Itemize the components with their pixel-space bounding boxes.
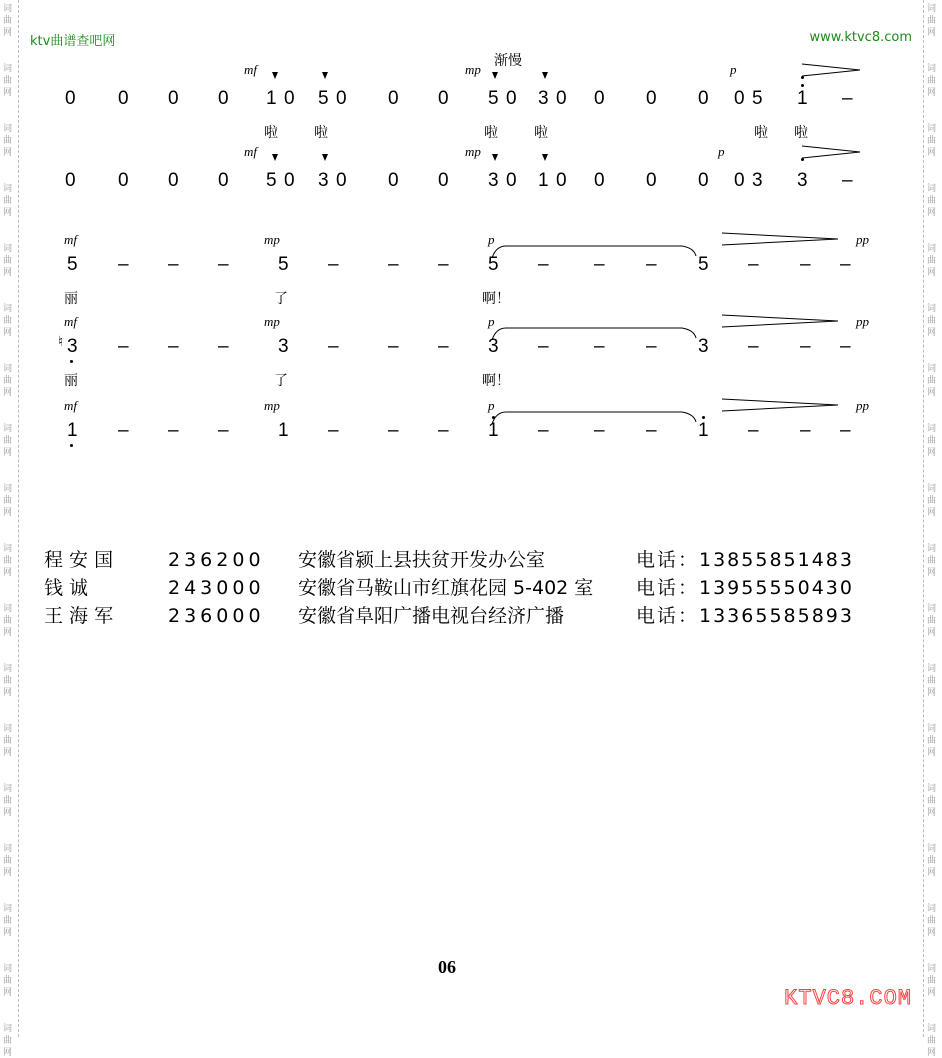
watermark-char: 词 — [3, 664, 13, 674]
dash: – — [538, 420, 549, 441]
watermark-char: 曲 — [3, 796, 13, 806]
watermark-char: 网 — [3, 748, 13, 758]
watermark-char: 网 — [3, 208, 13, 218]
contact-postcode: 236200 — [168, 549, 265, 571]
staccato-mark — [322, 72, 328, 79]
note: 3 — [797, 170, 808, 191]
watermark-char: 词 — [927, 64, 937, 74]
watermark-char: 曲 — [927, 436, 937, 446]
note: 1 — [538, 170, 549, 191]
watermark-char: 网 — [927, 868, 937, 878]
watermark-char: 网 — [927, 148, 937, 158]
dash: – — [646, 254, 657, 275]
watermark-char: 词 — [3, 604, 13, 614]
dash: – — [438, 420, 449, 441]
watermark-char: 曲 — [3, 916, 13, 926]
watermark-char: 曲 — [927, 256, 937, 266]
dash: – — [646, 420, 657, 441]
dynamic-mp: mp — [264, 314, 280, 329]
note: 0 — [506, 170, 517, 191]
contact-phone: 电话：13855851483 — [636, 549, 854, 571]
watermark-char: 网 — [927, 988, 937, 998]
note: 0 — [698, 88, 709, 109]
watermark-char: 网 — [927, 328, 937, 338]
note: 5 — [278, 254, 289, 275]
dynamic-p: p — [488, 232, 495, 247]
dash: – — [748, 254, 759, 275]
note: 5 — [318, 88, 329, 109]
dynamic-p: p — [730, 62, 737, 77]
watermark-char: 词 — [3, 964, 13, 974]
watermark-char: 曲 — [927, 616, 937, 626]
decrescendo-hairpin — [720, 230, 850, 250]
tie-slur — [490, 244, 710, 260]
contact-name: 程 安 国 — [44, 549, 114, 571]
lyric-la: 啦 — [534, 125, 548, 141]
lyric-li: 丽 — [64, 291, 78, 307]
dash: – — [388, 420, 399, 441]
watermark-char: 网 — [3, 508, 13, 518]
watermark-char: 词 — [927, 484, 937, 494]
note: 0 — [336, 170, 347, 191]
contact-name: 钱 诚 — [44, 577, 89, 599]
watermark-char: 词 — [927, 964, 937, 974]
watermark-char: 网 — [927, 568, 937, 578]
watermark-char: 网 — [927, 28, 937, 38]
note: 5 — [67, 254, 78, 275]
note: 5 — [488, 88, 499, 109]
watermark-char: 网 — [927, 928, 937, 938]
watermark-char: 词 — [3, 244, 13, 254]
dynamic-mf: mf — [64, 232, 77, 247]
note: 0 — [734, 88, 745, 109]
watermark-char: 词 — [927, 424, 937, 434]
dash: – — [118, 336, 129, 357]
note: 0 — [438, 88, 449, 109]
note: 0 — [336, 88, 347, 109]
watermark-char: 曲 — [3, 256, 13, 266]
watermark-char: 曲 — [927, 676, 937, 686]
dash: – — [840, 420, 851, 441]
staccato-mark — [492, 154, 498, 161]
note: 1 — [278, 420, 289, 441]
staccato-mark — [322, 154, 328, 161]
watermark-char: 网 — [3, 88, 13, 98]
note: 0 — [698, 170, 709, 191]
dash: – — [842, 88, 853, 109]
watermark-char: 网 — [3, 268, 13, 278]
watermark-char: 曲 — [3, 976, 13, 986]
note: 0 — [388, 170, 399, 191]
dash: – — [800, 336, 811, 357]
contact-address: 安徽省颍上县扶贫开发办公室 — [298, 549, 546, 571]
low-dot — [70, 360, 73, 363]
watermark-char: 曲 — [3, 556, 13, 566]
note: 0 — [284, 170, 295, 191]
watermark-char: 词 — [3, 784, 13, 794]
note: 0 — [646, 170, 657, 191]
watermark-char: 词 — [927, 4, 937, 14]
watermark-char: 词 — [927, 364, 937, 374]
note: 0 — [646, 88, 657, 109]
watermark-char: 曲 — [927, 1036, 937, 1046]
dynamic-pp: pp — [856, 398, 869, 413]
contact-address: 安徽省马鞍山市红旗花园 5-402 室 — [298, 577, 594, 599]
note: 3 — [318, 170, 329, 191]
watermark-char: 词 — [3, 1024, 13, 1034]
lyric-le: 了 — [274, 291, 288, 307]
dash: – — [218, 420, 229, 441]
watermark-char: 曲 — [927, 76, 937, 86]
watermark-char: 网 — [3, 808, 13, 818]
note: 0 — [65, 88, 76, 109]
watermark-char: 词 — [927, 244, 937, 254]
watermark-char: 网 — [3, 328, 13, 338]
watermark-char: 网 — [3, 868, 13, 878]
watermark-char: 曲 — [3, 616, 13, 626]
staccato-mark — [542, 72, 548, 79]
watermark-char: 网 — [3, 1048, 13, 1058]
watermark-char: 网 — [927, 508, 937, 518]
watermark-char: 曲 — [927, 496, 937, 506]
watermark-char: 曲 — [927, 316, 937, 326]
note: 0 — [118, 170, 129, 191]
watermark-char: 网 — [3, 28, 13, 38]
note: 0 — [556, 170, 567, 191]
watermark-char: 词 — [3, 484, 13, 494]
lyric-la: 啦 — [794, 125, 808, 141]
watermark-char: 网 — [927, 208, 937, 218]
staccato-mark — [272, 72, 278, 79]
watermark-char: 曲 — [927, 196, 937, 206]
watermark-char: 网 — [3, 628, 13, 638]
dash: – — [800, 420, 811, 441]
dynamic-mp: mp — [264, 398, 280, 413]
dash: – — [438, 254, 449, 275]
lyric-li: 丽 — [64, 373, 78, 389]
watermark-char: 网 — [927, 388, 937, 398]
dash: – — [168, 336, 179, 357]
decrescendo-hairpin — [800, 144, 870, 164]
watermark-char: 曲 — [3, 136, 13, 146]
decrescendo-hairpin — [720, 312, 850, 332]
note: 1 — [797, 88, 808, 109]
contact-phone: 电话：13365585893 — [636, 605, 854, 627]
note: 0 — [556, 88, 567, 109]
dash: – — [168, 254, 179, 275]
note: 3 — [278, 336, 289, 357]
dash: – — [118, 254, 129, 275]
note: 0 — [218, 170, 229, 191]
note: 0 — [506, 88, 517, 109]
watermark-char: 曲 — [3, 1036, 13, 1046]
watermark-char: 词 — [3, 124, 13, 134]
note: 0 — [118, 88, 129, 109]
watermark-char: 网 — [927, 1048, 937, 1058]
watermark-char: 曲 — [927, 376, 937, 386]
watermark-char: 词 — [927, 124, 937, 134]
watermark-char: 曲 — [927, 856, 937, 866]
decrescendo-hairpin — [720, 396, 850, 416]
note: 0 — [168, 88, 179, 109]
watermark-char: 曲 — [927, 736, 937, 746]
watermark-char: 词 — [927, 1024, 937, 1034]
note: 3 — [698, 336, 709, 357]
lyric-a: 啊！ — [482, 291, 510, 307]
watermark-char: 网 — [927, 268, 937, 278]
note: 5 — [488, 254, 499, 275]
watermark-char: 词 — [3, 724, 13, 734]
watermark-char: 网 — [927, 688, 937, 698]
dash: – — [594, 254, 605, 275]
watermark-char: 词 — [3, 64, 13, 74]
dash: – — [328, 254, 339, 275]
high-dot — [801, 84, 804, 87]
dash: – — [594, 420, 605, 441]
note: 3 — [538, 88, 549, 109]
decrescendo-hairpin — [800, 62, 870, 82]
watermark-char: 曲 — [3, 736, 13, 746]
dash: – — [748, 420, 759, 441]
dynamic-mp: mp — [465, 144, 481, 159]
note: 0 — [734, 170, 745, 191]
dash: – — [218, 336, 229, 357]
watermark-char: 网 — [927, 628, 937, 638]
staccato-mark — [542, 154, 548, 161]
lyric-la: 啦 — [754, 125, 768, 141]
watermark-char: 词 — [927, 844, 937, 854]
watermark-char: 词 — [3, 304, 13, 314]
watermark-char: 词 — [927, 544, 937, 554]
watermark-char: 网 — [927, 88, 937, 98]
watermark-char: 网 — [3, 148, 13, 158]
note: 0 — [284, 88, 295, 109]
watermark-char: 曲 — [3, 16, 13, 26]
watermark-char: 网 — [927, 748, 937, 758]
dynamic-mf: mf — [244, 62, 257, 77]
note: 5 — [698, 254, 709, 275]
dash: – — [218, 254, 229, 275]
right-watermark-strip — [923, 0, 942, 1058]
watermark-char: 网 — [3, 688, 13, 698]
contact-name: 王 海 军 — [44, 605, 114, 627]
note: 0 — [218, 88, 229, 109]
watermark-char: 曲 — [3, 76, 13, 86]
watermark-char: 网 — [927, 808, 937, 818]
note: 3 — [488, 336, 499, 357]
watermark-char: 网 — [3, 448, 13, 458]
dash: – — [118, 420, 129, 441]
watermark-char: 曲 — [3, 316, 13, 326]
note: 1 — [266, 88, 277, 109]
left-watermark-strip — [0, 0, 19, 1058]
dynamic-mp: mp — [465, 62, 481, 77]
watermark-char: 网 — [3, 988, 13, 998]
contact-postcode: 236000 — [168, 605, 265, 627]
watermark-char: 曲 — [927, 136, 937, 146]
watermark-char: 词 — [3, 4, 13, 14]
dash: – — [538, 336, 549, 357]
watermark-char: 词 — [3, 424, 13, 434]
dynamic-mf: mf — [244, 144, 257, 159]
note: 1 — [488, 420, 499, 441]
tie-slur — [490, 410, 710, 426]
watermark-char: 词 — [927, 904, 937, 914]
note: 3 — [752, 170, 763, 191]
dash: – — [748, 336, 759, 357]
low-dot — [70, 444, 73, 447]
note: 1 — [67, 420, 78, 441]
note: 3 — [488, 170, 499, 191]
dash: – — [840, 336, 851, 357]
watermark-char: 词 — [927, 784, 937, 794]
dash: – — [168, 420, 179, 441]
page-number: 06 — [438, 957, 456, 977]
staccato-mark — [272, 154, 278, 161]
watermark-char: 词 — [927, 604, 937, 614]
dash: – — [842, 170, 853, 191]
watermark-char: 词 — [3, 184, 13, 194]
lyric-la: 啦 — [314, 125, 328, 141]
note: 0 — [438, 170, 449, 191]
watermark-char: 词 — [3, 544, 13, 554]
watermark-char: 词 — [927, 304, 937, 314]
note: 1 — [698, 420, 709, 441]
header-site-url[interactable]: www.ktvc8.com — [809, 30, 912, 45]
dash: – — [840, 254, 851, 275]
dynamic-mf: mf — [64, 314, 77, 329]
lyric-a: 啊！ — [482, 373, 510, 389]
dynamic-mp: mp — [264, 232, 280, 247]
watermark-char: 曲 — [927, 796, 937, 806]
natural-accidental: ♮ — [58, 334, 64, 350]
dash: – — [594, 336, 605, 357]
dash: – — [328, 336, 339, 357]
dynamic-mf: mf — [64, 398, 77, 413]
contact-postcode: 243000 — [168, 577, 265, 599]
watermark-char: 网 — [3, 388, 13, 398]
watermark-char: 曲 — [3, 496, 13, 506]
watermark-char: 词 — [927, 184, 937, 194]
watermark-char: 词 — [3, 904, 13, 914]
tie-slur — [490, 326, 710, 342]
watermark-char: 曲 — [3, 856, 13, 866]
lyric-la: 啦 — [264, 125, 278, 141]
header-site-name[interactable]: ktv曲谱查吧网 — [30, 34, 116, 49]
note: 5 — [752, 88, 763, 109]
watermark-char: 曲 — [3, 196, 13, 206]
note: 0 — [388, 88, 399, 109]
watermark-char: 网 — [927, 448, 937, 458]
watermark-char: 词 — [927, 724, 937, 734]
watermark-char: 网 — [3, 568, 13, 578]
note: 0 — [168, 170, 179, 191]
note: 3 — [67, 336, 78, 357]
contact-address: 安徽省阜阳广播电视台经济广播 — [298, 605, 565, 627]
dash: – — [328, 420, 339, 441]
dash: – — [800, 254, 811, 275]
watermark-char: 曲 — [927, 976, 937, 986]
watermark-char: 词 — [3, 364, 13, 374]
watermark-char: 词 — [927, 664, 937, 674]
watermark-char: 曲 — [3, 676, 13, 686]
watermark-char: 网 — [3, 928, 13, 938]
dash: – — [388, 336, 399, 357]
dash: – — [388, 254, 399, 275]
note: 0 — [594, 170, 605, 191]
dynamic-pp: pp — [856, 314, 869, 329]
dynamic-p: p — [488, 314, 495, 329]
lyric-le: 了 — [274, 373, 288, 389]
note: 5 — [266, 170, 277, 191]
dynamic-p: p — [488, 398, 495, 413]
watermark-char: 曲 — [927, 16, 937, 26]
note: 0 — [65, 170, 76, 191]
watermark-char: 曲 — [927, 556, 937, 566]
staccato-mark — [492, 72, 498, 79]
dash: – — [538, 254, 549, 275]
tempo-mark: 渐慢 — [494, 53, 522, 69]
watermark-char: 曲 — [3, 436, 13, 446]
dynamic-p: p — [718, 144, 725, 159]
site-logo[interactable]: KTVC8.COM — [784, 986, 912, 1011]
dash: – — [438, 336, 449, 357]
note: 0 — [594, 88, 605, 109]
dynamic-pp: pp — [856, 232, 869, 247]
lyric-la: 啦 — [484, 125, 498, 141]
dash: – — [646, 336, 657, 357]
watermark-char: 词 — [3, 844, 13, 854]
contact-phone: 电话：13955550430 — [636, 577, 854, 599]
watermark-char: 曲 — [927, 916, 937, 926]
watermark-char: 曲 — [3, 376, 13, 386]
